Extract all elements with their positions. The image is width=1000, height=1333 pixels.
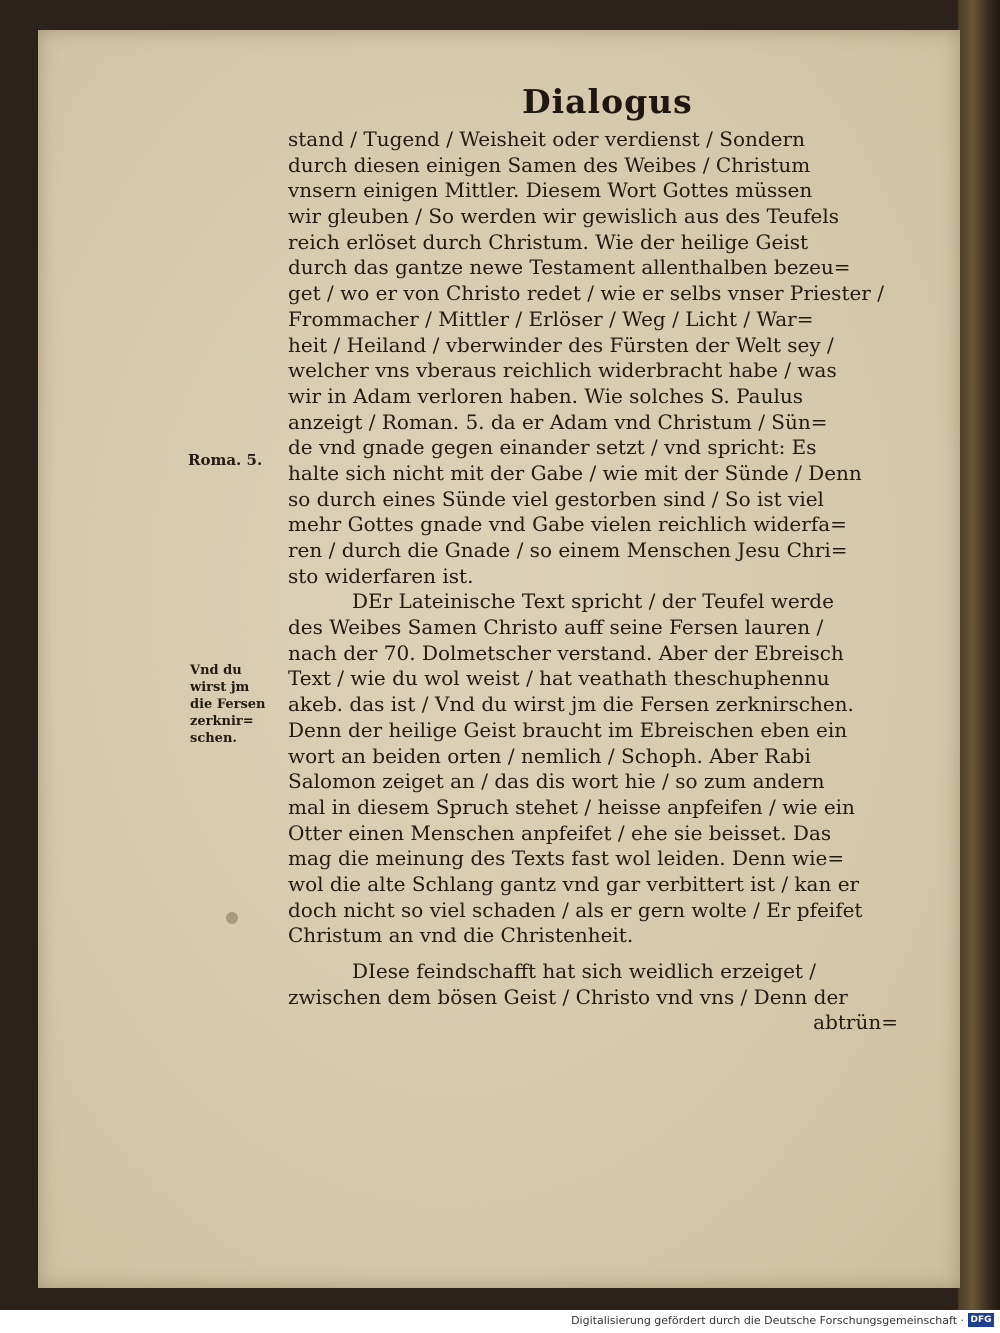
text-line: doch nicht so viel schaden / als er gern wolte / Er pfeifet [288, 897, 863, 922]
book-binding-edge [958, 0, 1000, 1310]
text-line: Frommacher / Mittler / Erlöser / Weg / Licht / War= [288, 306, 814, 331]
text-line: DEr Lateinische Text spricht / der Teufel werde [352, 589, 834, 614]
dfg-logo-icon: DFG [968, 1313, 994, 1327]
margin-note-vnd-du-wirst [190, 662, 266, 747]
text-line: mag die meinung des Texts fast wol leiden. Denn wie= [288, 846, 845, 871]
text-line: Otter einen Menschen anpfeifet / ehe sie beisset. Das [288, 820, 832, 845]
text-line: get / wo er von Christo redet / wie er selbs vnser Priester / [288, 281, 884, 306]
text-line: stand / Tugend / Weisheit oder verdienst / Sondern [288, 127, 805, 151]
margin-note-line: schen. [190, 731, 237, 746]
text-line: Text / wie du wol weist / hat veathath theschuphennu [288, 666, 830, 691]
text-line: Denn der heilige Geist braucht im Ebreischen eben ein [288, 717, 848, 742]
text-line: ren / durch die Gnade / so einem Menschen Jesu Chri= [288, 538, 848, 562]
text-line: akeb. das ist / Vnd du wirst jm die Fersen zerknirschen. [288, 692, 854, 717]
text-line: reich erlöset durch Christum. Wie der heilige Geist [288, 229, 809, 254]
ink-spot [226, 912, 238, 924]
margin-note-line: Vnd du [190, 663, 242, 678]
margin-note-line: wirst jm [190, 680, 250, 695]
text-line: anzeigt / Roman. 5. da er Adam vnd Christum / Sün= [288, 409, 828, 434]
body-text [288, 127, 928, 1036]
text-line: DIese feindschafft hat sich weidlich erzeiget / [352, 959, 817, 983]
text-line: Christum an vnd die Christenheit. [288, 923, 634, 948]
text-line: welcher vns vberaus reichlich widerbracht habe / was [288, 358, 837, 383]
catchword: abtrün= [813, 1010, 898, 1035]
text-line: nach der 70. Dolmetscher verstand. Aber der Ebreisch [288, 640, 844, 665]
text-line: wir in Adam verloren haben. Wie solches S. Paulus [288, 383, 804, 408]
text-line: wort an beiden orten / nemlich / Schoph. Aber Rabi [288, 743, 811, 768]
running-head: Dialogus [522, 82, 693, 121]
text-line: de vnd gnade gegen einander setzt / vnd spricht: Es [288, 435, 817, 460]
margin-note-roma: Roma. 5. [188, 451, 263, 469]
text-line: durch das gantze newe Testament allenthalben bezeu= [288, 255, 851, 280]
footer-credit: Digitalisierung gefördert durch die Deutsche Forschungsgemeinschaft · [571, 1314, 964, 1327]
footer-bar [0, 1310, 1000, 1333]
text-line: so durch eines Sünde viel gestorben sind / So ist viel [288, 486, 824, 511]
text-line: wir gleuben / So werden wir gewislich aus des Teufels [288, 204, 839, 229]
text-line: vnsern einigen Mittler. Diesem Wort Gottes müssen [288, 178, 813, 203]
text-line: des Weibes Samen Christo auff seine Fersen lauren / [288, 615, 824, 640]
text-line: wol die alte Schlang gantz vnd gar verbittert ist / kan er [288, 871, 860, 896]
text-line: mehr Gottes gnade vnd Gabe vielen reichlich widerfa= [288, 512, 847, 537]
text-line: mal in diesem Spruch stehet / heisse anpfeifen / wie ein [288, 794, 855, 819]
text-line: halte sich nicht mit der Gabe / wie mit der Sünde / Denn [288, 460, 862, 485]
margin-note-line: die Fersen [190, 697, 266, 712]
text-line: durch diesen einigen Samen des Weibes / Christum [288, 152, 811, 177]
text-line: zwischen dem bösen Geist / Christo vnd vns / Denn der [288, 984, 848, 1009]
text-line: heit / Heiland / vberwinder des Fürsten der Welt sey / [288, 332, 834, 357]
text-line: Salomon zeiget an / das dis wort hie / so zum andern [288, 769, 825, 794]
text-line: sto widerfaren ist. [288, 563, 474, 588]
margin-note-line: zerknir= [190, 714, 254, 729]
